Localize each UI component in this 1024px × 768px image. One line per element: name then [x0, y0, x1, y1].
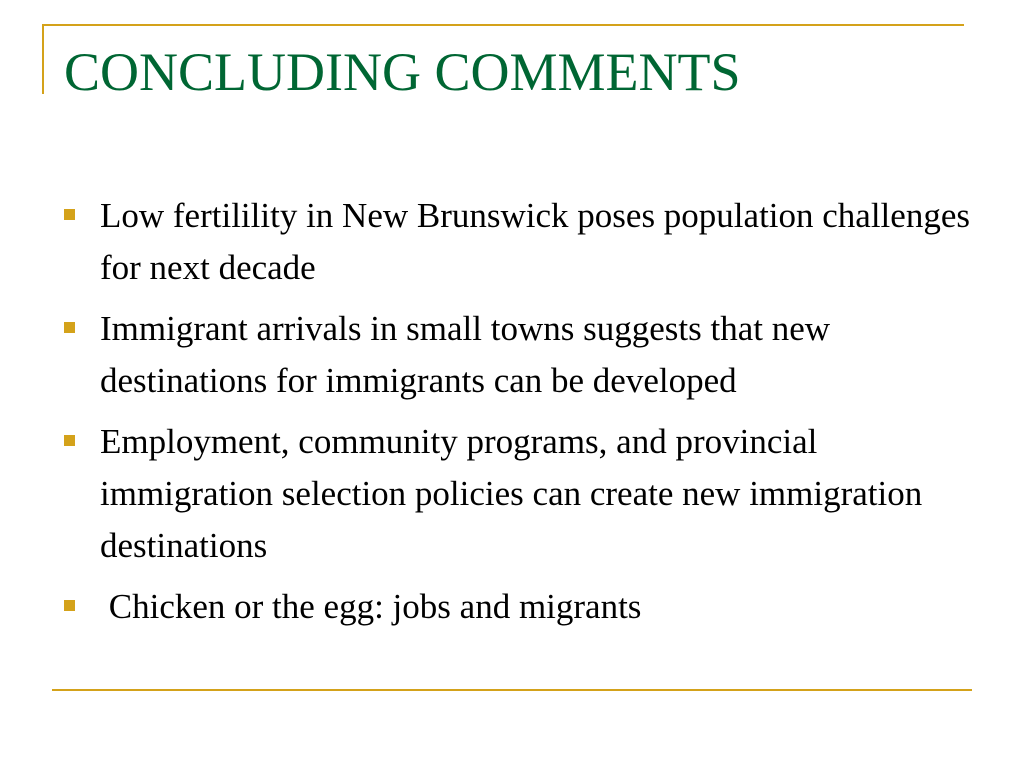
- bullet-text: Chicken or the egg: jobs and migrants: [100, 587, 642, 626]
- title-frame-left-rule: [42, 24, 44, 94]
- bullet-list: [62, 190, 982, 642]
- square-bullet-icon: [64, 435, 75, 446]
- title-frame-top-rule: [42, 24, 964, 26]
- bullet-text: Low fertilility in New Brunswick poses population challenges for next decade: [100, 196, 970, 287]
- bullet-item: [62, 190, 982, 294]
- bullet-item: [62, 303, 982, 407]
- square-bullet-icon: [64, 209, 75, 220]
- slide-title: CONCLUDING COMMENTS: [64, 42, 741, 102]
- square-bullet-icon: [64, 322, 75, 333]
- bullet-text: Immigrant arrivals in small towns suggests that new destinations for immigrants can be developed: [100, 309, 831, 400]
- bullet-item: [62, 581, 982, 633]
- footer-rule: [52, 689, 972, 691]
- bullet-text: Employment, community programs, and provincial immigration selection policies can create new immigration destinations: [100, 422, 923, 565]
- bullet-item: [62, 416, 982, 572]
- square-bullet-icon: [64, 600, 75, 611]
